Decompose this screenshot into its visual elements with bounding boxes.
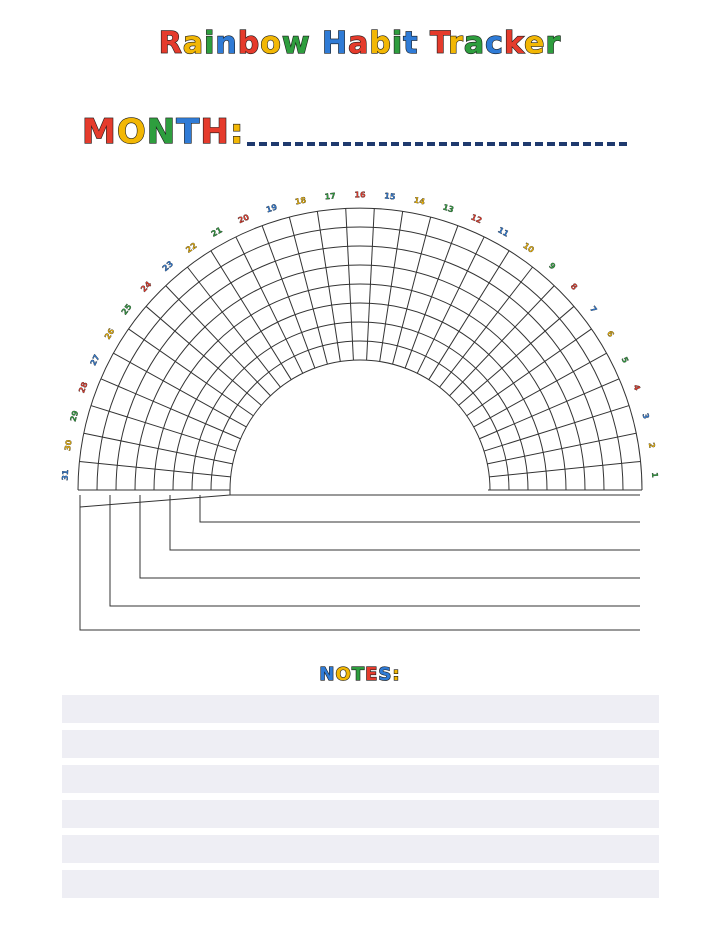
day-label: 25 (119, 302, 134, 317)
month-input-line[interactable] (247, 142, 627, 146)
day-label: 15 (383, 191, 396, 202)
grid-spoke (236, 237, 303, 373)
grid-ring (154, 284, 566, 490)
day-label: 14 (413, 195, 426, 207)
grid-ring (211, 341, 509, 490)
day-label: 27 (88, 353, 102, 368)
day-label: 19 (265, 202, 279, 215)
grid-spoke (84, 433, 233, 464)
day-label: 31 (60, 469, 71, 481)
day-label: 9 (547, 260, 558, 272)
day-label: 20 (236, 212, 251, 226)
day-label: 6 (605, 329, 616, 339)
day-label: 29 (68, 409, 81, 423)
grid-ring (78, 208, 642, 490)
day-label: 12 (469, 212, 484, 226)
day-label: 26 (102, 326, 117, 342)
grid-spoke (450, 286, 555, 396)
day-label: 13 (441, 202, 455, 215)
notes-lines[interactable] (62, 695, 659, 905)
day-label: 11 (496, 225, 511, 239)
day-label: 21 (209, 225, 224, 239)
grid-spoke (479, 379, 619, 439)
day-label: 1 (649, 472, 660, 479)
grid-spoke (91, 406, 236, 452)
day-label: 28 (77, 380, 90, 395)
grid-spoke (429, 251, 509, 380)
day-label: 4 (631, 383, 642, 392)
habit-line (140, 495, 640, 578)
month-row (82, 112, 627, 152)
grid-spoke (211, 251, 291, 380)
month-label: MONTH: (82, 112, 245, 152)
grid-ring (97, 227, 623, 490)
grid-spoke (262, 226, 315, 369)
note-line[interactable] (62, 730, 659, 758)
day-label: 2 (646, 441, 657, 449)
day-label: 22 (184, 240, 199, 255)
grid-spoke (459, 306, 574, 405)
day-label: 16 (354, 190, 366, 200)
note-line[interactable] (62, 800, 659, 828)
grid-spoke (405, 226, 458, 369)
habit-line (80, 495, 640, 630)
grid-spoke (417, 237, 484, 373)
grid-spoke (484, 406, 629, 452)
day-label: 18 (294, 195, 307, 207)
grid-spoke (166, 286, 271, 396)
grid-ring (135, 265, 585, 490)
day-label: 10 (521, 240, 536, 255)
day-label: 3 (640, 412, 651, 420)
day-label: 24 (139, 279, 154, 294)
day-label: 7 (588, 304, 599, 315)
day-label: 5 (619, 355, 631, 365)
rainbow-habit-tracker-grid[interactable] (0, 170, 720, 640)
day-label: 8 (568, 281, 579, 292)
note-line[interactable] (62, 870, 659, 898)
grid-spoke (101, 379, 241, 439)
arch-base-line (80, 495, 230, 507)
habit-line (230, 490, 640, 495)
grid-ring (192, 322, 528, 490)
grid-ring (116, 246, 604, 490)
day-label: 17 (324, 191, 337, 202)
day-label: 30 (63, 439, 74, 452)
note-line[interactable] (62, 695, 659, 723)
page-title: Rainbow Habit Tracker (158, 26, 562, 61)
note-line[interactable] (62, 835, 659, 863)
note-line[interactable] (62, 765, 659, 793)
day-label: 23 (160, 259, 176, 274)
grid-spoke (487, 433, 636, 464)
notes-label: NOTES: (319, 664, 401, 685)
habit-line (200, 495, 640, 522)
grid-ring (230, 360, 490, 490)
grid-spoke (146, 306, 261, 405)
